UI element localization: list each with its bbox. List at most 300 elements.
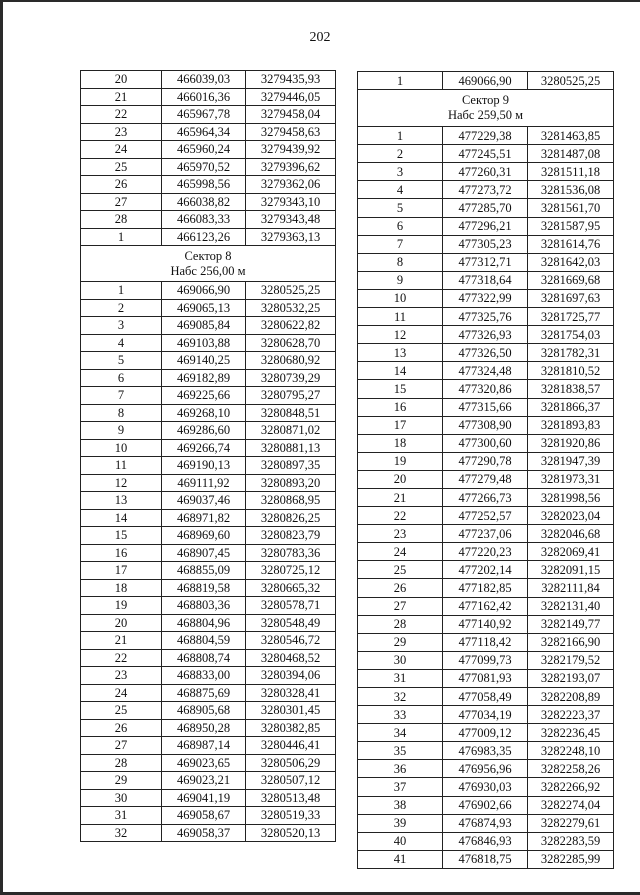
point-number-cell: 18 [81,579,162,597]
x-coordinate-cell: 477266,73 [443,488,528,506]
table-row [358,344,614,362]
table-row [81,824,336,842]
point-number-cell: 6 [81,369,162,387]
y-coordinate-cell: 3282111,84 [528,579,614,597]
table-row [358,271,614,289]
point-number-cell: 19 [81,597,162,615]
y-coordinate-cell: 3281947,39 [528,452,614,470]
coordinates-table-right [357,71,614,869]
y-coordinate-cell: 3282069,41 [528,543,614,561]
x-coordinate-cell: 466016,36 [162,88,246,106]
y-coordinate-cell: 3281866,37 [528,398,614,416]
x-coordinate-cell: 476874,93 [443,814,528,832]
point-number-cell: 32 [358,688,443,706]
y-coordinate-cell: 3279439,92 [246,141,336,159]
y-coordinate-cell: 3280823,79 [246,527,336,545]
table-row [81,141,336,159]
coordinates-table-right-body [358,72,614,869]
x-coordinate-cell: 469103,88 [162,334,246,352]
x-coordinate-cell: 469182,89 [162,369,246,387]
x-coordinate-cell: 469023,65 [162,754,246,772]
table-row [358,181,614,199]
x-coordinate-cell: 477034,19 [443,706,528,724]
y-coordinate-cell: 3281920,86 [528,434,614,452]
point-number-cell: 1 [358,72,443,90]
table-row [81,789,336,807]
table-row [358,561,614,579]
y-coordinate-cell: 3279458,63 [246,123,336,141]
y-coordinate-cell: 3279458,04 [246,106,336,124]
x-coordinate-cell: 477326,93 [443,326,528,344]
point-number-cell: 12 [81,474,162,492]
point-number-cell: 17 [81,562,162,580]
x-coordinate-cell: 465960,24 [162,141,246,159]
x-coordinate-cell: 477326,50 [443,344,528,362]
table-row [358,688,614,706]
section-title: Сектор 8 [184,248,232,263]
x-coordinate-cell: 477162,42 [443,597,528,615]
x-coordinate-cell: 477140,92 [443,615,528,633]
table-row [358,452,614,470]
y-coordinate-cell: 3280519,33 [246,807,336,825]
point-number-cell: 26 [81,176,162,194]
x-coordinate-cell: 468987,14 [162,737,246,755]
table-row [81,211,336,229]
table-row [81,737,336,755]
table-row [81,106,336,124]
y-coordinate-cell: 3279363,13 [246,228,336,246]
point-number-cell: 38 [358,796,443,814]
y-coordinate-cell: 3280525,25 [246,282,336,300]
x-coordinate-cell: 477229,38 [443,127,528,145]
coordinates-table-left-body [81,71,336,842]
scan-border-left [0,0,3,895]
y-coordinate-cell: 3280628,70 [246,334,336,352]
point-number-cell: 12 [358,326,443,344]
point-number-cell: 8 [358,253,443,271]
table-row [81,88,336,106]
point-number-cell: 27 [81,737,162,755]
point-number-cell: 37 [358,778,443,796]
point-number-cell: 22 [81,106,162,124]
y-coordinate-cell: 3282236,45 [528,724,614,742]
x-coordinate-cell: 468875,69 [162,684,246,702]
point-number-cell: 22 [81,649,162,667]
table-row [358,72,614,90]
x-coordinate-cell: 477324,48 [443,362,528,380]
y-coordinate-cell: 3281782,31 [528,344,614,362]
x-coordinate-cell: 469066,90 [162,282,246,300]
table-row [358,362,614,380]
point-number-cell: 16 [358,398,443,416]
x-coordinate-cell: 477296,21 [443,217,528,235]
point-number-cell: 7 [358,235,443,253]
x-coordinate-cell: 477325,76 [443,308,528,326]
x-coordinate-cell: 477320,86 [443,380,528,398]
table-row [358,398,614,416]
y-coordinate-cell: 3280881,13 [246,439,336,457]
y-coordinate-cell: 3280546,72 [246,632,336,650]
table-row [358,163,614,181]
y-coordinate-cell: 3279343,48 [246,211,336,229]
x-coordinate-cell: 469041,19 [162,789,246,807]
point-number-cell: 29 [358,633,443,651]
table-row [81,299,336,317]
table-row [81,404,336,422]
point-number-cell: 34 [358,724,443,742]
x-coordinate-cell: 469266,74 [162,439,246,457]
table-row [358,308,614,326]
y-coordinate-cell: 3282091,15 [528,561,614,579]
x-coordinate-cell: 469085,84 [162,317,246,335]
y-coordinate-cell: 3280871,02 [246,422,336,440]
x-coordinate-cell: 469037,46 [162,492,246,510]
y-coordinate-cell: 3280525,25 [528,72,614,90]
y-coordinate-cell: 3282223,37 [528,706,614,724]
table-row [358,633,614,651]
point-number-cell: 29 [81,772,162,790]
x-coordinate-cell: 477290,78 [443,452,528,470]
table-row [358,651,614,669]
y-coordinate-cell: 3279446,05 [246,88,336,106]
table-row [358,724,614,742]
point-number-cell: 8 [81,404,162,422]
y-coordinate-cell: 3281998,56 [528,488,614,506]
y-coordinate-cell: 3282279,61 [528,814,614,832]
x-coordinate-cell: 469140,25 [162,352,246,370]
x-coordinate-cell: 469190,13 [162,457,246,475]
y-coordinate-cell: 3281614,76 [528,235,614,253]
page-number: 202 [309,30,331,45]
section-header-cell [358,90,614,127]
x-coordinate-cell: 477260,31 [443,163,528,181]
y-coordinate-cell: 3282149,77 [528,615,614,633]
point-number-cell: 10 [81,439,162,457]
x-coordinate-cell: 477273,72 [443,181,528,199]
point-number-cell: 41 [358,850,443,868]
point-number-cell: 25 [358,561,443,579]
point-number-cell: 7 [81,387,162,405]
point-number-cell: 27 [358,597,443,615]
table-row [81,158,336,176]
y-coordinate-cell: 3281893,83 [528,416,614,434]
table-row [81,317,336,335]
y-coordinate-cell: 3280897,35 [246,457,336,475]
table-row [358,850,614,868]
table-row [358,742,614,760]
point-number-cell: 15 [358,380,443,398]
y-coordinate-cell: 3282274,04 [528,796,614,814]
table-row [358,615,614,633]
point-number-cell: 15 [81,527,162,545]
y-coordinate-cell: 3279396,62 [246,158,336,176]
point-number-cell: 10 [358,289,443,307]
x-coordinate-cell: 477237,06 [443,525,528,543]
table-row [81,282,336,300]
point-number-cell: 23 [81,667,162,685]
point-number-cell: 25 [81,702,162,720]
table-row [81,228,336,246]
table-row [358,470,614,488]
y-coordinate-cell: 3282266,92 [528,778,614,796]
table-row [358,579,614,597]
point-number-cell: 28 [81,754,162,772]
point-number-cell: 16 [81,544,162,562]
x-coordinate-cell: 469286,60 [162,422,246,440]
x-coordinate-cell: 477279,48 [443,470,528,488]
y-coordinate-cell: 3281838,57 [528,380,614,398]
y-coordinate-cell: 3280301,45 [246,702,336,720]
table-row [81,754,336,772]
table-row [358,778,614,796]
x-coordinate-cell: 469225,66 [162,387,246,405]
table-row [358,669,614,687]
table-row [81,597,336,615]
x-coordinate-cell: 466123,26 [162,228,246,246]
y-coordinate-cell: 3280680,92 [246,352,336,370]
section-title: Сектор 9 [461,93,510,108]
table-row [81,71,336,89]
y-coordinate-cell: 3280520,13 [246,824,336,842]
x-coordinate-cell: 468969,60 [162,527,246,545]
table-row [358,814,614,832]
x-coordinate-cell: 476983,35 [443,742,528,760]
y-coordinate-cell: 3281536,08 [528,181,614,199]
point-number-cell: 20 [81,71,162,89]
x-coordinate-cell: 468855,09 [162,562,246,580]
point-number-cell: 23 [358,525,443,543]
x-coordinate-cell: 468971,82 [162,509,246,527]
point-number-cell: 31 [81,807,162,825]
point-number-cell: 20 [81,614,162,632]
x-coordinate-cell: 469065,13 [162,299,246,317]
point-number-cell: 21 [81,88,162,106]
point-number-cell: 3 [81,317,162,335]
scan-border-top [0,0,640,2]
point-number-cell: 13 [358,344,443,362]
table-row [81,579,336,597]
x-coordinate-cell: 469058,37 [162,824,246,842]
x-coordinate-cell: 476846,93 [443,832,528,850]
point-number-cell: 31 [358,669,443,687]
point-number-cell: 39 [358,814,443,832]
point-number-cell: 4 [358,181,443,199]
x-coordinate-cell: 468833,00 [162,667,246,685]
point-number-cell: 24 [81,141,162,159]
y-coordinate-cell: 3280795,27 [246,387,336,405]
table-row [81,492,336,510]
y-coordinate-cell: 3282208,89 [528,688,614,706]
y-coordinate-cell: 3280548,49 [246,614,336,632]
point-number-cell: 28 [81,211,162,229]
y-coordinate-cell: 3279435,93 [246,71,336,89]
point-number-cell: 20 [358,470,443,488]
section-header-row [81,246,336,282]
y-coordinate-cell: 3281973,31 [528,470,614,488]
table-row [81,544,336,562]
x-coordinate-cell: 469268,10 [162,404,246,422]
point-number-cell: 32 [81,824,162,842]
y-coordinate-cell: 3281725,77 [528,308,614,326]
y-coordinate-cell: 3280394,06 [246,667,336,685]
y-coordinate-cell: 3281810,52 [528,362,614,380]
point-number-cell: 19 [358,452,443,470]
x-coordinate-cell: 468907,45 [162,544,246,562]
y-coordinate-cell: 3282179,52 [528,651,614,669]
x-coordinate-cell: 477252,57 [443,507,528,525]
point-number-cell: 22 [358,507,443,525]
table-row [81,334,336,352]
y-coordinate-cell: 3282046,68 [528,525,614,543]
x-coordinate-cell: 465964,34 [162,123,246,141]
point-number-cell: 24 [358,543,443,561]
table-row [358,760,614,778]
y-coordinate-cell: 3280783,36 [246,544,336,562]
y-coordinate-cell: 3280725,12 [246,562,336,580]
y-coordinate-cell: 3280578,71 [246,597,336,615]
point-number-cell: 27 [81,193,162,211]
table-row [81,509,336,527]
y-coordinate-cell: 3281669,68 [528,271,614,289]
table-row [358,217,614,235]
table-row [81,352,336,370]
point-number-cell: 40 [358,832,443,850]
table-row [358,488,614,506]
point-number-cell: 11 [358,308,443,326]
point-number-cell: 14 [358,362,443,380]
x-coordinate-cell: 469066,90 [443,72,528,90]
point-number-cell: 9 [358,271,443,289]
table-row [358,235,614,253]
table-row [81,527,336,545]
x-coordinate-cell: 468905,68 [162,702,246,720]
table-row [81,193,336,211]
point-number-cell: 26 [358,579,443,597]
x-coordinate-cell: 477182,85 [443,579,528,597]
table-row [358,832,614,850]
point-number-cell: 4 [81,334,162,352]
y-coordinate-cell: 3282193,07 [528,669,614,687]
point-number-cell: 33 [358,706,443,724]
point-number-cell: 18 [358,434,443,452]
y-coordinate-cell: 3280622,82 [246,317,336,335]
y-coordinate-cell: 3280328,41 [246,684,336,702]
table-row [81,632,336,650]
table-row [81,176,336,194]
table-row [358,145,614,163]
x-coordinate-cell: 477099,73 [443,651,528,669]
y-coordinate-cell: 3282258,26 [528,760,614,778]
x-coordinate-cell: 477202,14 [443,561,528,579]
y-coordinate-cell: 3279362,06 [246,176,336,194]
x-coordinate-cell: 468808,74 [162,649,246,667]
y-coordinate-cell: 3281561,70 [528,199,614,217]
x-coordinate-cell: 465967,78 [162,106,246,124]
table-row [358,289,614,307]
coordinates-table-left [80,70,336,842]
point-number-cell: 36 [358,760,443,778]
table-row [358,434,614,452]
x-coordinate-cell: 477312,71 [443,253,528,271]
point-number-cell: 6 [358,217,443,235]
point-number-cell: 1 [81,228,162,246]
point-number-cell: 28 [358,615,443,633]
table-row [81,439,336,457]
y-coordinate-cell: 3281697,63 [528,289,614,307]
table-row [81,614,336,632]
point-number-cell: 14 [81,509,162,527]
x-coordinate-cell: 477118,42 [443,633,528,651]
y-coordinate-cell: 3281587,95 [528,217,614,235]
table-row [81,474,336,492]
x-coordinate-cell: 468803,36 [162,597,246,615]
table-row [358,380,614,398]
table-row [81,562,336,580]
x-coordinate-cell: 468804,96 [162,614,246,632]
x-coordinate-cell: 466038,82 [162,193,246,211]
table-row [358,416,614,434]
y-coordinate-cell: 3280513,48 [246,789,336,807]
y-coordinate-cell: 3282283,59 [528,832,614,850]
x-coordinate-cell: 477245,51 [443,145,528,163]
y-coordinate-cell: 3281511,18 [528,163,614,181]
point-number-cell: 9 [81,422,162,440]
table-row [81,369,336,387]
table-row [81,667,336,685]
table-row [81,719,336,737]
point-number-cell: 1 [81,282,162,300]
y-coordinate-cell: 3282248,10 [528,742,614,760]
x-coordinate-cell: 477058,49 [443,688,528,706]
point-number-cell: 23 [81,123,162,141]
point-number-cell: 2 [81,299,162,317]
x-coordinate-cell: 477308,90 [443,416,528,434]
y-coordinate-cell: 3280868,95 [246,492,336,510]
x-coordinate-cell: 466083,33 [162,211,246,229]
x-coordinate-cell: 477305,23 [443,235,528,253]
y-coordinate-cell: 3280848,51 [246,404,336,422]
y-coordinate-cell: 3280739,29 [246,369,336,387]
point-number-cell: 5 [358,199,443,217]
point-number-cell: 13 [81,492,162,510]
y-coordinate-cell: 3281754,03 [528,326,614,344]
y-coordinate-cell: 3281642,03 [528,253,614,271]
x-coordinate-cell: 477220,23 [443,543,528,561]
x-coordinate-cell: 477315,66 [443,398,528,416]
table-row [81,684,336,702]
table-row [81,123,336,141]
y-coordinate-cell: 3280893,20 [246,474,336,492]
y-coordinate-cell: 3282131,40 [528,597,614,615]
section-header-cell [81,246,336,282]
table-row [81,422,336,440]
y-coordinate-cell: 3280382,85 [246,719,336,737]
table-row [81,649,336,667]
table-row [358,796,614,814]
section-elevation: Набс 259,50 м [447,108,524,123]
point-number-cell: 21 [358,488,443,506]
section-header-row [358,90,614,127]
point-number-cell: 5 [81,352,162,370]
section-elevation: Набс 256,00 м [170,263,246,278]
point-number-cell: 24 [81,684,162,702]
point-number-cell: 1 [358,127,443,145]
table-row [81,457,336,475]
x-coordinate-cell: 477285,70 [443,199,528,217]
point-number-cell: 25 [81,158,162,176]
table-row [358,127,614,145]
y-coordinate-cell: 3281463,85 [528,127,614,145]
